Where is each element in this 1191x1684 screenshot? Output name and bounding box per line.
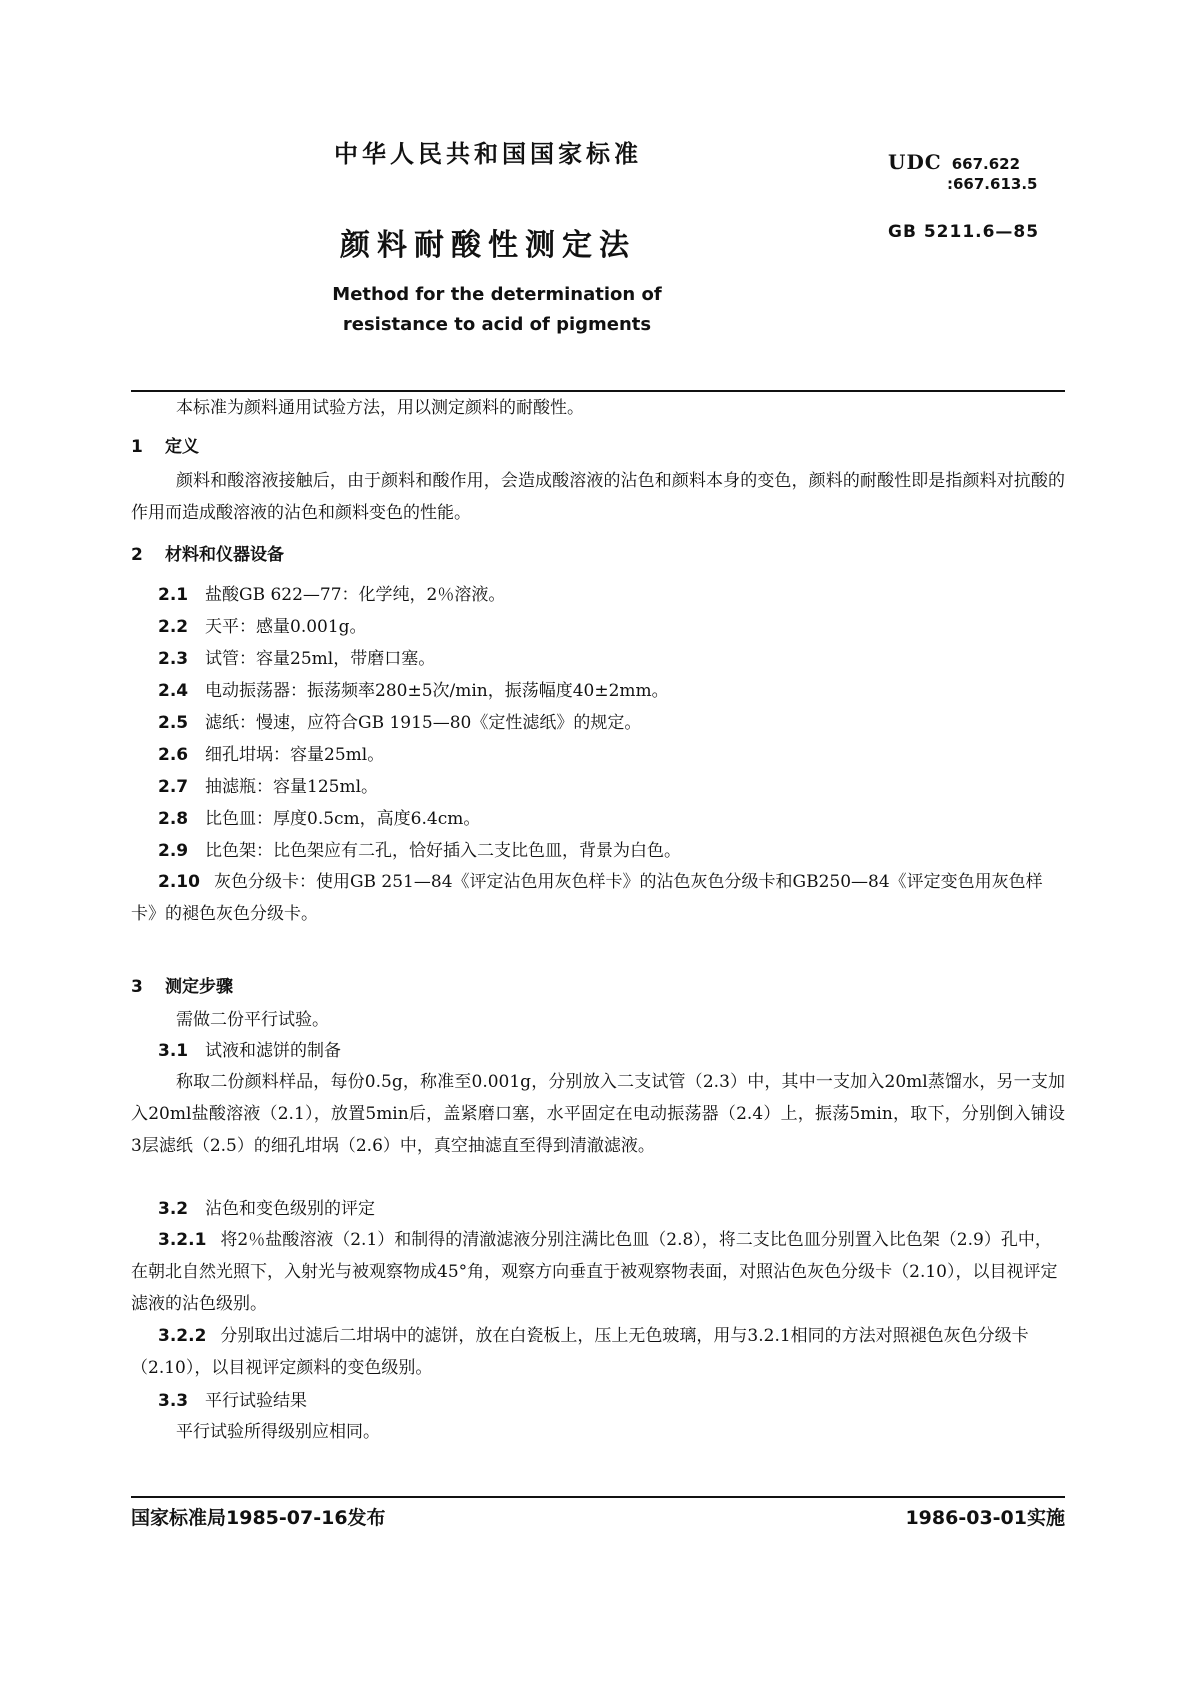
item-title: 试液和滤饼的制备 xyxy=(205,1041,341,1061)
subsection-3-1-text: 称取二份颜料样品，每份0.5g，称准至0.001g，分别放入二支试管（2.3）中，其中一支加入20ml蒸馏水，另一支加入20ml盐酸溶液（2.1），放置5min后，盖紧磨口塞，水平固定在电动振荡器（2.4）上，振荡5min，取下，分别倒入铺设3层滤纸（2.5）的细孔坩埚（2.6）中，真空抽滤直至得到清澈滤液。 xyxy=(131,1072,1065,1156)
item-text: 试管：容量25ml，带磨口塞。 xyxy=(205,649,436,669)
item-number: 3.2 xyxy=(158,1199,189,1219)
section-3-intro: 需做二份平行试验。 xyxy=(176,1010,329,1030)
effective-date: 1986-03-01实施 xyxy=(905,1507,1065,1529)
section-title: 测定步骤 xyxy=(165,977,233,997)
item-text: 滤纸：慢速，应符合GB 1915—80《定性滤纸》的规定。 xyxy=(205,713,642,733)
standard-issuer: 中华人民共和国国家标准 xyxy=(334,140,642,168)
document-title-cn: 颜料耐酸性测定法 xyxy=(340,228,636,263)
item-number: 3.2.2 xyxy=(158,1326,207,1346)
item-title: 平行试验结果 xyxy=(205,1391,307,1411)
gb-standard-number: GB 5211.6—85 xyxy=(888,222,1040,242)
item-number: 2.10 xyxy=(158,872,200,892)
section-number: 1 xyxy=(131,437,143,457)
item-number: 2.1 xyxy=(158,585,189,605)
udc-label: UDC xyxy=(888,150,942,174)
item-text: 抽滤瓶：容量125ml。 xyxy=(205,777,379,797)
item-text: 盐酸GB 622—77：化学纯，2％溶液。 xyxy=(205,585,506,605)
list-item xyxy=(158,580,505,605)
item-number: 2.6 xyxy=(158,745,189,765)
item-number: 2.2 xyxy=(158,617,189,637)
item-number: 2.7 xyxy=(158,777,189,797)
subsection-3-1-heading xyxy=(158,1036,341,1061)
list-item-2-10 xyxy=(131,866,1065,930)
subsection-3-2-2 xyxy=(131,1320,1065,1384)
udc-code: 667.622 xyxy=(951,155,1021,173)
section-number: 3 xyxy=(131,977,143,997)
list-item xyxy=(158,772,378,797)
item-number: 2.4 xyxy=(158,681,189,701)
list-item xyxy=(158,676,669,701)
section-1-text: 颜料和酸溶液接触后，由于颜料和酸作用，会造成酸溶液的沾色和颜料本身的变色，颜料的耐酸性即是指颜料对抗酸的作用而造成酸溶液的沾色和颜料变色的性能。 xyxy=(131,471,1065,523)
item-number: 2.5 xyxy=(158,713,189,733)
list-item xyxy=(158,612,367,637)
subsection-3-3-heading xyxy=(158,1386,307,1411)
intro-paragraph: 本标准为颜料通用试验方法，用以测定颜料的耐酸性。 xyxy=(176,398,584,418)
item-number: 2.3 xyxy=(158,649,189,669)
list-item xyxy=(158,740,384,765)
item-text: 电动振荡器：振荡频率280±5次/min，振荡幅度40±2mm。 xyxy=(205,681,669,701)
item-number: 2.8 xyxy=(158,809,189,829)
section-number: 2 xyxy=(131,545,143,565)
item-number: 3.2.1 xyxy=(158,1230,207,1250)
item-number: 3.3 xyxy=(158,1391,189,1411)
item-text: 比色皿：厚度0.5cm，高度6.4cm。 xyxy=(205,809,481,829)
item-number: 3.1 xyxy=(158,1041,189,1061)
item-text: 天平：感量0.001g。 xyxy=(205,617,367,637)
subsection-3-2-1 xyxy=(131,1224,1065,1320)
section-3-heading xyxy=(131,972,233,997)
section-title: 定义 xyxy=(165,437,199,457)
list-item xyxy=(158,644,435,669)
item-text: 细孔坩埚：容量25ml。 xyxy=(205,745,385,765)
footer-divider xyxy=(131,1496,1065,1498)
item-text: 分别取出过滤后二坩埚中的滤饼，放在白瓷板上，压上无色玻璃，用与3.2.1相同的方法对照褪色灰色分级卡（2.10），以目视评定颜料的变色级别。 xyxy=(131,1326,1029,1378)
item-text: 比色架：比色架应有二孔，恰好插入二支比色皿，背景为白色。 xyxy=(205,841,681,861)
subsection-3-3-text: 平行试验所得级别应相同。 xyxy=(176,1422,380,1442)
udc-code-secondary: :667.613.5 xyxy=(947,175,1038,193)
section-2-heading xyxy=(131,540,284,565)
subsection-3-2-heading xyxy=(158,1194,375,1219)
issue-date: 国家标准局1985-07-16发布 xyxy=(131,1507,386,1529)
list-item xyxy=(158,708,641,733)
item-number: 2.9 xyxy=(158,841,189,861)
item-text: 将2％盐酸溶液（2.1）和制得的清澈滤液分别注满比色皿（2.8），将二支比色皿分别置入比色架（2.9）孔中，在朝北自然光照下，入射光与被观察物成45°角，观察方向垂直于被观察物表面，对照沾色灰色分级卡（2.10），以目视评定滤液的沾色级别。 xyxy=(131,1230,1058,1314)
list-item xyxy=(158,836,681,861)
section-title: 材料和仪器设备 xyxy=(165,545,284,565)
list-item xyxy=(158,804,480,829)
item-text: 灰色分级卡：使用GB 251—84《评定沾色用灰色样卡》的沾色灰色分级卡和GB250—84《评定变色用灰色样卡》的褪色灰色分级卡。 xyxy=(131,872,1043,924)
document-title-en: Method for the determination of resistance to acid of pigments xyxy=(332,284,662,335)
section-1-heading xyxy=(131,432,199,457)
udc-line xyxy=(888,150,1020,174)
item-title: 沾色和变色级别的评定 xyxy=(205,1199,375,1219)
